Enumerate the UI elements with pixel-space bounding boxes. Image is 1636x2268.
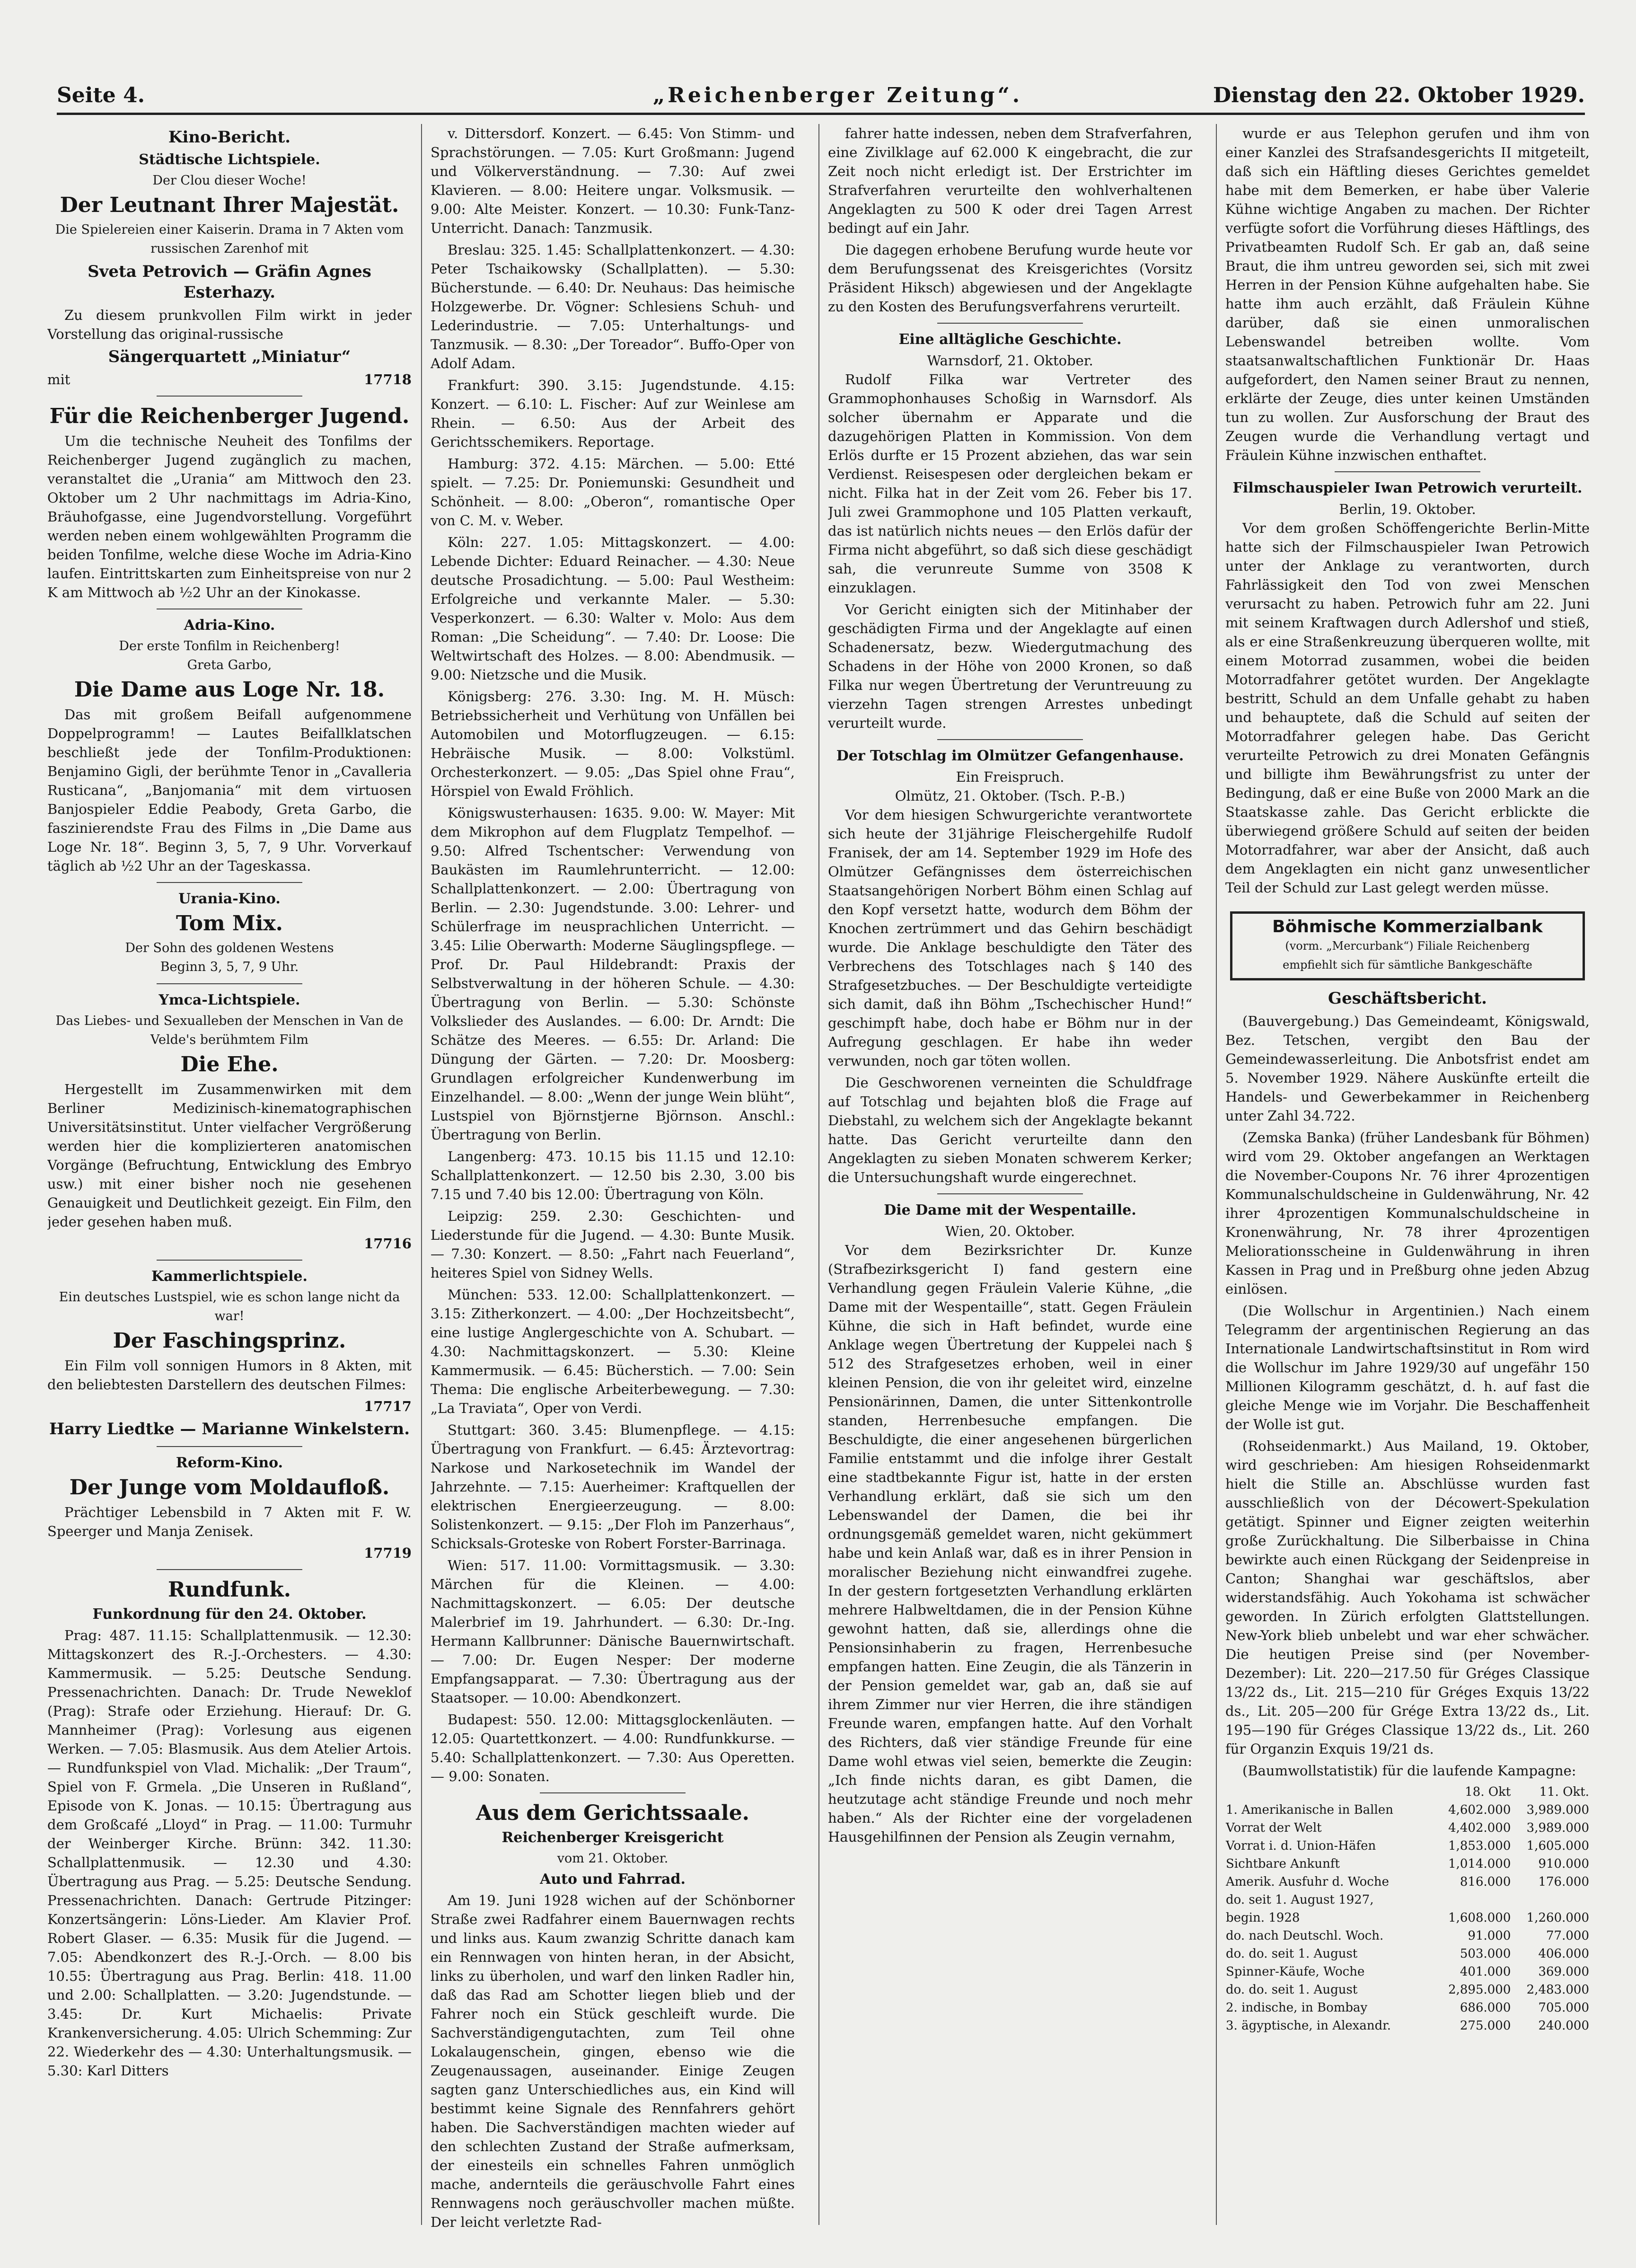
tagline: Der erste Tonfilm in Reichenberg! (119, 639, 340, 653)
dateline: Wien, 20. Oktober. (945, 1223, 1075, 1239)
row-label: 1. Amerikanische in Ballen (1226, 1803, 1393, 1817)
paragraph: Am 19. Juni 1928 wichen auf der Schönborner Straße zwei Radfahrer einem Bauernwagen rechts und links aus. Kaum zwanzig Schritte danach kam ein Rennwagen von hinten heran, in der Absicht, links zu überholen, und warf den linken Radler hin, daß das Rad am Schotter liegen blieb und der Fahrer noch ein Stück geschleift wurde. Die Sachverständigengutachten, zum Teil ohne Lokalaugenschein, gingen, ebenso wie die Zeugenaussagen, auseinander. Einige Zeugen sagten ganz Unterschiedliches aus, ein Kind will bestimmt keine Signale des Rennfahrers gehört haben. Die Sachverständigen machten wieder auf den schlechten Zustand der Straße aufmerksam, der einesteils ein schnelles Fahren unmöglich mache, andernteils die geräuschvolle Fahrt eines Rennwagens noch geräuschvoller machen müßte. Der leicht verletzte Rad- (431, 1892, 795, 2230)
paragraph: Rudolf Filka war Vertreter des Grammophonhauses Schoßig in Warnsdorf. Als solcher übernahm er Apparate und die dazugehörigen Platten in Kommission. Von dem Erlös durfte er 15 Prozent abziehen, das war sein Verdienst. Reisespesen oder dergleichen bekam er nicht. Filka hat in der Zeit vom 26. Feber bis 17. Juli zwei Grammophone und 105 Platten verkauft, das ist natürlich nichts neues — den Erlös dafür der Firma nicht abgeführt, so daß sich diese geschädigt sah, die verunreute Summe von 3508 K einzuklagen. (828, 371, 1192, 596)
table-row (1225, 1801, 1590, 1819)
film-stars: Harry Liedtke — Marianne Winkelstern. (49, 1420, 410, 1438)
paragraph: wurde er aus Telephon gerufen und ihm von einer Kanzlei des Strafsandesgerichts II mitgeteilt, daß sich ein Häftling dieses Gerichtes gemeldet habe mit dem Bemerken, er habe über Valerie Kühne wichtige Angaben zu machen. Der Richter verfügte sofort die Vorführung dieses Häftlings, des Privatbeamten Rudolf Sch. Er gab an, daß seine Braut, die ihm untreu geworden sei, sich mit zwei Herren in der Pension Kühne aufgehalten habe. Sie hatte ihm auch erzählt, daß Fräulein Kühne darüber, daß sie einen unmoralischen Lebenswandel betreiben wollte. Vom staatsanwaltschaftlichen Funktionär Dr. Haas aufgefordert, den Namen seiner Braut zu nennen, erklärte der Zeuge, dies unter keinen Umständen tun zu wollen. Zur Ausforschung der Braut des Zeugen wurde die Verhandlung vertagt und Fräulein Kühne inzwischen enthaftet. (1225, 125, 1590, 463)
row-value: 1,608.000 (1448, 1911, 1511, 1925)
row-value: 2,895.000 (1448, 1983, 1511, 1997)
film-title: Die Ehe. (180, 1052, 279, 1077)
table-row (1225, 1999, 1590, 2017)
row-value: 240.000 (1538, 2019, 1589, 2033)
row-value: 1,853.000 (1448, 1839, 1511, 1853)
cinema-name: Ymca-Lichtspiele. (158, 992, 300, 1008)
row-value: 705.000 (1538, 2001, 1589, 2015)
table-row (1225, 1909, 1590, 1927)
article-title: Filmschauspieler Iwan Petrowich verurteilt. (1232, 480, 1583, 496)
article-title: Der Totschlag im Olmützer Gefangenhause. (836, 748, 1184, 764)
separator (157, 882, 302, 883)
paragraph: Königswusterhausen: 1635. 9.00: W. Mayer: Mit dem Mikrophon auf dem Flugplatz Tempelhof. — 9.50: Alfred Tschentscher: Verwendung von Baukästen im Raumlehrunterricht. — 12.00: Schallplattenkonzert. — 2.00: Übertragung von Berlin. — 2.30: Jugendstunde. 3.00: Lehrer- und Schülerfrage im neusprachlichen Unterricht. — 3.45: Lilie Oberwarth: Moderne Säuglingspflege. — Prof. Dr. Paul Hildebrandt: Praxis der Selbstverwaltung in der höheren Schule. — 4.30: Übertragung von Berlin. — 5.30: Schönste Volkslieder des Auslandes. — 6.00: Dr. Arndt: Die Schätze des Meeres. — 6.55: Dr. Arland: Die Düngung der Gärten. — 7.20: Dr. Moosberg: Grundlagen erfolgreicher Kundenwerbung im Einzelhandel. — 8.00: „Wenn der junge Wein blüht“, Lustspiel von Björnstjerne Björnson. Anschl.: Übertragung von Berlin. (431, 805, 795, 1143)
column-divider (1216, 124, 1217, 2225)
row-value: 275.000 (1460, 2019, 1511, 2033)
section-title: Kino-Bericht. (168, 128, 291, 147)
paragraph: Vor dem Bezirksrichter Dr. Kunze (Strafbezirksgericht I) fand gestern eine Verhandlung gegen Fräulein Valerie Kühne, „die Dame mit der Wespentaille“, statt. Gegen Fräulein Kühne, die sich in Haft befindet, wurde eine Anklage wegen Übertretung der Kuppelei nach § 512 des Strafgesetzes erhoben, weil in einer kleinen Pension, die von ihr geleitet wird, einzelne Pensionärinnen, Damen, die unter Sittenkontrolle standen, Herrenbesuche empfangen. Die Beschuldigte, die einer angesehenen bürgerlichen Familie entstammt und die infolge ihrer Gestalt eine stadtbekannte Figur ist, hatte in der ersten Verhandlung erklärt, daß sie sich um den Lebenswandel der Damen, die bei ihr ordnungsgemäß gemeldet waren, nicht gekümmert habe und kein Anlaß war, daß es in ihrer Pension in moralischer Beziehung nicht einwandfrei zugehe. In der gestern fortgesetzten Verhandlung erklärten mehrere Halbweltdamen, die in der Pension Kühne gewohnt hatten, daß sie, allerdings ohne die Pensionsinhaberin zu fragen, Herrenbesuche empfangen hatten. Eine Zeugin, die als Tänzerin in der Pension gemeldet war, gab an, daß sie auf ihrem Zimmer nur vier Herren, die ihre ständigen Freunde waren, empfangen hatte. Auf den Vorhalt des Richters, daß vier ständige Freunde für eine Dame wohl etwas viel seien, bemerkte die Zeugin: „Ich finde nichts daran, es gibt Damen, die heutzutage acht ständige Freunde und noch mehr haben.“ Als der Richter eine der vorgeladenen Hausgehilfinnen der Pension als Zeugin vernahm, (828, 1242, 1192, 1845)
paragraph: (Die Wollschur in Argentinien.) Nach einem Telegramm der argentinischen Regierung an das Internationale Landwirtschaftsinstitut in Rom wird die Wollschur im Jahre 1929/30 auf ungefähr 150 Millionen Kilogramm geschätzt, d. h. auf fast die gleiche Menge wie im Vorjahr. Die Beschaffenheit der Wolle ist gut. (1225, 1303, 1590, 1432)
ad-footer (47, 370, 412, 389)
star-name: Greta Garbo, (187, 658, 272, 672)
separator (157, 396, 302, 397)
paragraph: Vor Gericht einigten sich der Mitinhaber der geschädigten Firma und der Angeklagte auf einen Schadenersatz, bezw. Wiedergutmachung des Schadens in der Höhe von 2000 Kronen, so daß Filka nur wegen Übertretung der Veruntreuung zu vierzehn Tagen strengen Arrestes unbedingt verurteilt wurde. (828, 601, 1192, 731)
row-label: do. do. seit 1. August (1226, 1983, 1358, 1997)
column-3 (828, 124, 1192, 2234)
column-divider (818, 124, 819, 2225)
row-value: 686.000 (1460, 2001, 1511, 2015)
cotton-statistics-table (1225, 1783, 1590, 2035)
row-value: 91.000 (1468, 1929, 1511, 1943)
cinema-name: Städtische Lichtspiele. (139, 151, 320, 168)
row-value: 4,602.000 (1448, 1803, 1511, 1817)
section-title: Geschäftsbericht. (1328, 989, 1487, 1008)
article-subtitle: Ein Freispruch. (956, 769, 1064, 785)
cinema-name: Reform-Kino. (176, 1455, 283, 1471)
table-row (1225, 1855, 1590, 1873)
row-label: do. seit 1. August 1927, (1226, 1893, 1374, 1907)
column-4 (1225, 124, 1590, 2234)
paragraph: Köln: 227. 1.05: Mittagskonzert. — 4.00: Lebende Dichter: Eduard Reinacher. — 4.30: Neue deutsche Prosadichtung. — 5.00: Paul Westheim: Erfolgreiche und verkannte Maler. — 5.30: Vesperkonzert. — 6.30: Walter v. Molo: Aus dem Roman: „Die Scheidung“. — 7.40: Dr. Loose: Die Weltwirtschaft des Holzes. — 8.00: Abendmusik. — 9.00: Nietzsche und die Musik. (431, 534, 795, 683)
paragraph: v. Dittersdorf. Konzert. — 6.45: Von Stimm- und Sprachstörungen. — 7.05: Kurt Großmann: Jugend und Völkerverständnung. — 7.30: Auf zwei Klavieren. — 8.00: Heitere ungar. Volksmusik. — 9.00: Alte Meister. Konzert. — 10.30: Funk-Tanz-Unterricht. Danach: Tanzmusik. (431, 125, 795, 236)
paragraph: Das mit großem Beifall aufgenommene Doppelprogramm! — Lautes Beifallklatschen beschließt jede der Tonfilm-Produktionen: Benjamino Gigli, der berühmte Tenor in „Cavalleria Rusticana“, „Banjomania“ mit dem virtuosen Banjospieler Eddie Peabody, Greta Garbo, die faszinierendste Frau des Films in „Die Dame aus Loge Nr. 18“. Beginn 3, 5, 7, 9 Uhr. Vorverkauf täglich ab ½2 Uhr an der Tageskassa. (47, 706, 412, 874)
film-title: Tom Mix. (176, 911, 283, 935)
film-title: Der Junge vom Moldaufloß. (69, 1475, 390, 1500)
table-row (1225, 1837, 1590, 1855)
paragraph: Langenberg: 473. 10.15 bis 11.15 und 12.10: Schallplattenkonzert. — 12.50 bis 2.30, 3.00 bis 7.15 und 7.40 bis 12.00: Übertragung von Köln. (431, 1148, 795, 1202)
paragraph: Prag: 487. 11.15: Schallplattenmusik. — 12.30: Mittagskonzert des R.-J.-Orchesters. — 4.30: Kammermusik. — 5.25: Deutsche Sendung. Pressenachrichten. Danach: Dr. Trude Neweklof (Prag): Strafe oder Erziehung. Hierauf: Dr. G. Mannheimer (Prag): Vorlesung aus eigenen Werken. — 7.05: Blasmusik. Aus dem Atelier Artois. — Rundfunkspiel von Vlad. Michalik: „Der Traum“, Spiel von F. Grmela. „Die Unseren in Rußland“, Episode von K. Jonas. — 10.15: Übertragung aus dem Großcafé „Lloyd“ in Prag. — 11.00: Turmuhr der Weinberger Kirche. Brünn: 342. 11.30: Schallplattenmusik. — 12.30 und 4.30: Übertragung aus Prag. — 5.25: Deutsche Sendung. Pressenachrichten. Danach: Gertrude Pitzinger: Konzertsängerin: Löns-Lieder. Am Klavier Prof. Robert Glaser. — 6.35: Musik für die Jugend. — 7.05: Abendkonzert des R.-J.-Orch. — 8.00 bis 10.55: Übertragung aus Prag. Berlin: 418. 11.00 und 2.00: Schallplatten. — 3.20: Jugendstunde. — 3.45: Dr. Kurt Michaelis: Private Krankenversicherung. 4.05: Ulrich Schemming: Zur 22. Wiederkehr des — 4.30: Unterhaltungsmusik. — 5.30: Karl Ditters (47, 1627, 412, 2079)
paragraph: Hergestellt im Zusammenwirken mit dem Berliner Medizinisch-kinematographischen Universitätsinstitut. Unter vielfacher Vergrößerung werden hier die komplizierteren anatomischen Vorgänge (Befruchtung, Entwicklung des Embryo usw.) mit einer bisher noch nie gesehenen Genauigkeit und Deutlichkeit gezeigt. Ein Film, den jeder gesehen haben muß. (47, 1081, 412, 1230)
separator (937, 323, 1083, 324)
paragraph: Prächtiger Lebensbild in 7 Akten mit F. W. Speerger und Manja Zenisek. (47, 1504, 412, 1539)
separator (157, 1446, 302, 1447)
paragraph: Ein Film voll sonnigen Humors in 8 Akten, mit den beliebtesten Darstellern des deutschen Filmes: (47, 1358, 412, 1393)
row-label: begin. 1928 (1226, 1911, 1300, 1925)
section-title: Für die Reichenberger Jugend. (49, 404, 410, 428)
row-label: Vorrat der Welt (1226, 1821, 1322, 1835)
page-header (57, 79, 1585, 113)
column-2 (431, 124, 795, 2234)
music-group: Sängerquartett „Miniatur“ (108, 347, 351, 366)
row-value: 3,989.000 (1526, 1803, 1589, 1817)
paragraph: Die Geschworenen verneinten die Schuldfrage auf Totschlag und bejahten bloß die Frage auf Diebstahl, zu welchem sich der Angeklagte bekannt hatte. Das Gericht verurteilte dann den Angeklagten zu sieben Monaten schwerem Kerker; die Untersuchungshaft wurde eingerechnet. (828, 1075, 1192, 1185)
row-value: 77.000 (1546, 1929, 1589, 1943)
bank-advertisement (1230, 911, 1585, 980)
cinema-name: Adria-Kino. (184, 617, 275, 634)
column-1 (47, 124, 412, 2234)
ad-subtitle: (vorm. „Mercurbank“) Filiale Reichenberg (1285, 939, 1530, 953)
table-row (1225, 1945, 1590, 1963)
row-value: 503.000 (1460, 1947, 1511, 1961)
article-title: Die Dame mit der Wespentaille. (884, 1202, 1136, 1218)
ad-code: 17717 (364, 1398, 412, 1414)
row-value: 910.000 (1538, 1857, 1589, 1871)
paragraph: (Zemska Banka) (früher Landesbank für Böhmen) wird vom 29. Oktober angefangen an Werktagen die November-Coupons Nr. 76 ihrer 4prozentigen Kommunalschuldscheine in Guldenwährung, Nr. 42 ihrer 4prozentigen Kommunalschuldscheine in Kronenwährung, Nr. 78 ihrer 4prozentigen Meliorationsscheine in Guldenwährung in ihren Kassen in Prag und in Preßburg ohne jeden Abzug einlösen. (1225, 1130, 1590, 1297)
row-value (1511, 1891, 1590, 1909)
table-row (1225, 1873, 1590, 1891)
paragraph: Zu diesem prunkvollen Film wirkt in jeder Vorstellung das original-russische (47, 307, 412, 342)
row-value (1433, 1891, 1512, 1909)
paragraph: (Bauvergebung.) Das Gemeindeamt, Königswald, Bez. Tetschen, vergibt den Bau der Gemeindewasserleitung. Die Anbotsfrist endet am 5. November 1929. Nähere Auskünfte erteilt die Handels- und Gewerbekammer in Reichenberg unter Zahl 34.722. (1225, 1013, 1590, 1124)
row-label: 3. ägyptische, in Alexandr. (1226, 2019, 1391, 2033)
table-row (1225, 1981, 1590, 1999)
row-label: do. do. seit 1. August (1226, 1947, 1358, 1961)
separator (937, 1193, 1083, 1194)
row-value: 369.000 (1538, 1965, 1589, 1979)
paragraph: Vor dem hiesigen Schwurgerichte verantwortete sich heute der 31jährige Fleischergehilfe Rudolf Franisek, der am 14. September 1929 im Hofe des Olmützer Gefängnisses dem österreichischen Staatsangehörigen Norbert Böhm einen Schlag auf den Kopf versetzt hatte, wodurch dem Böhm der Knochen zertrümmert und das Gehirn beschädigt wurde. Die Anklage beschuldigte den Täter des Verbrechens des Totschlages nach § 140 des Strafgesetzbuches. — Der Beschuldigte verteidigte sich damit, daß ihn Böhm „Tschechischer Hund!“ geschimpft habe, doch habe er Böhm nur in der Aufregung geschlagen. Er habe ihn weder verwunden, noch gar töten wollen. (828, 807, 1192, 1069)
film-title: Die Dame aus Loge Nr. 18. (74, 678, 385, 702)
paragraph: Stuttgart: 360. 3.45: Blumenpflege. — 4.15: Übertragung von Frankfurt. — 6.45: Ärztevortrag: Narkose und Narkosetechnik im Wandel der Jahrzehnte. — 7.15: Auerheimer: Kraftquellen der elektrischen Energieerzeugung. — 8.00: Solistenkonzert. — 9.15: „Der Floh im Panzerhaus“, Schicksals-Groteske von Robert Forster-Barrinaga. (431, 1422, 795, 1552)
row-value: 4,402.000 (1448, 1821, 1511, 1835)
paragraph: Wien: 517. 11.00: Vormittagsmusik. — 3.30: Märchen für die Kleinen. — 4.00: Nachmittagskonzert. — 6.05: Der deutsche Malerbrief im 19. Jahrhundert. — 6.30: Dr.-Ing. Hermann Kallbrunner: Dänische Bauernwirtschaft. — 7.00: Dr. Eugen Nesper: Der moderne Empfangsapparat. — 7.30: Übertragung aus der Staatsoper. — 10.00: Abendkonzert. (431, 1557, 795, 1706)
table-row (1225, 2017, 1590, 2035)
row-value: 1,014.000 (1448, 1857, 1511, 1871)
paragraph: Breslau: 325. 1.45: Schallplattenkonzert. — 4.30: Peter Tschaikowsky (Schallplatten). — 5.30: Bücherstunde. — 6.40: Dr. Neuhaus: Das heimische Holzgewerbe. Dr. Vögner: Schlesiens Schuh- und Lederindustrie. — 7.05: Unterhaltungs- und Tanzmusik. — 8.30: „Der Toreador“. Buffo-Oper von Adolf Adam. (431, 242, 795, 371)
row-label (1225, 1783, 1433, 1801)
row-label: 2. indische, in Bombay (1226, 2001, 1368, 2015)
ad-code: 17719 (364, 1545, 412, 1561)
paragraph: Budapest: 550. 12.00: Mittagsglockenläuten. — 12.05: Quartettkonzert. — 4.00: Rundfunkkurse. — 5.40: Schallplattenkonzert. — 7.30: Aus Operetten. — 9.00: Sonaten. (431, 1712, 795, 1784)
dateline: vom 21. Oktober. (557, 1851, 668, 1866)
row-value: 1,605.000 (1526, 1839, 1589, 1853)
row-value: 406.000 (1538, 1947, 1589, 1961)
row-label: Sichtbare Ankunft (1226, 1857, 1340, 1871)
row-value: 2,483.000 (1526, 1983, 1589, 1997)
film-stars: Sveta Petrovich — Gräfin Agnes Esterhazy. (88, 262, 371, 302)
film-title: Der Faschingsprinz. (113, 1329, 346, 1353)
ad-title: Böhmische Kommerzialbank (1272, 917, 1543, 936)
separator (157, 1260, 302, 1261)
mit-label: mit (47, 371, 70, 388)
row-label: Vorrat i. d. Union-Häfen (1226, 1839, 1376, 1853)
tagline: Der Clou dieser Woche! (152, 173, 307, 188)
tagline: Ein deutsches Lustspiel, wie es schon lange nicht da war! (59, 1290, 400, 1324)
header-rule (57, 113, 1585, 115)
tagline: Das Liebes- und Sexualleben der Menschen in Van de Velde's berühmtem Film (55, 1014, 404, 1047)
row-value: 18. Okt (1465, 1785, 1511, 1799)
row-value: 816.000 (1460, 1875, 1511, 1889)
showtimes: Beginn 3, 5, 7, 9 Uhr. (160, 960, 299, 974)
row-label: Spinner-Käufe, Woche (1226, 1965, 1365, 1979)
ad-tagline: empfiehlt sich für sämtliche Bankgeschäfte (1283, 958, 1532, 971)
paragraph: Vor dem großen Schöffengerichte Berlin-Mitte hatte sich der Filmschauspieler Iwan Petrowich unter der Anklage zu verantworten, durch Fahrlässigkeit den Tod von zwei Menschen verursacht zu haben. Petrowich fuhr am 22. Juni mit seinem Kraftwagen durch Adlershof und stieß, als er eine Straßenkreuzung überqueren wollte, mit einem Motorrad zusammen, wobei die beiden Motorradfahrer getötet wurden. Der Angeklagte bestritt, Schuld an dem Unfalle gehabt zu haben und behauptete, daß die Schuld auf seiten der Motorradfahrer gelegen habe. Das Gericht verurteilte Petrowich zu drei Monaten Gefängnis und billigte ihm Bewährungsfrist zu unter der Bedingung, daß er eine Buße von 2000 Mark an die Staatskasse zahle. Das Gericht erblickte die überwiegend größere Schuld auf seiten der beiden Motorradfahrer, war aber der Ansicht, daß auch dem Angeklagten ein nicht ganz unwesentlicher Teil der Schuld zur Last gelegt werden müsse. (1225, 520, 1590, 896)
dateline: Olmütz, 21. Oktober. (Tsch. P.-B.) (895, 788, 1126, 804)
paragraph: fahrer hatte indessen, neben dem Strafverfahren, eine Zivilklage auf 62.000 K eingebracht, die zur Zeit noch nicht erledigt ist. Der Erstrichter im Strafverfahren verurteilte den wohlverhaltenen Angeklagten zu 500 K oder drei Tagen Arrest bedingt auf ein Jahr. (828, 125, 1192, 236)
table-row (1225, 1783, 1590, 1801)
subsection-title: Reichenberger Kreisgericht (501, 1829, 724, 1846)
ad-code: 17716 (364, 1235, 412, 1252)
article-title: Eine alltägliche Geschichte. (898, 331, 1122, 348)
article-title: Auto und Fahrrad. (540, 1871, 686, 1888)
paragraph: Die dagegen erhobene Berufung wurde heute vor dem Berufungssenat des Kreisgerichtes (Vorsitz Präsident Hiksch) abgewiesen und der Angeklagte zu den Kosten des Berufungsverfahrens verurteilt. (828, 242, 1192, 315)
separator (540, 1792, 686, 1793)
paragraph: Frankfurt: 390. 3.15: Jugendstunde. 4.15: Konzert. — 6.10: L. Fischer: Auf zur Weinlese am Rhein. — 6.50: Aus der Arbeit des Gerichtsschemikers. Reportage. (431, 377, 795, 450)
cinema-name: Kammerlichtspiele. (151, 1268, 308, 1285)
paragraph: Königsberg: 276. 3.30: Ing. M. H. Müsch: Betriebssicherheit und Verhütung von Unfällen bei Automobilen und Motorflugzeugen. — 6.15: Hebräische Musik. — 8.00: Volkstüml. Orchesterkonzert. — 9.05: „Das Spiel ohne Frau“, Hörspiel von Ewald Fröhlich. (431, 688, 795, 799)
paragraph: Um die technische Neuheit des Tonfilms der Reichenberger Jugend zugänglich zu machen, veranstaltet die „Urania“ am Mittwoch den 23. Oktober um 2 Uhr nachmittags im Adria-Kino, Bräuhofgasse, eine Jugendvorstellung. Vorgeführt werden neben einem wohlgewählten Programm die beiden Tonfilme, welche diese Woche im Adria-Kino laufen. Eintrittskarten zum Einheitspreise von nur 2 K am Mittwoch ab ½2 Uhr an der Kinokasse. (47, 433, 412, 600)
subsection-title: Funkordnung für den 24. Oktober. (92, 1606, 367, 1623)
ad-code: 17718 (364, 371, 412, 388)
film-title: Der Leutnant Ihrer Majestät. (60, 193, 399, 217)
row-value: 3,989.000 (1526, 1821, 1589, 1835)
separator (937, 739, 1083, 740)
row-label: Amerik. Ausfuhr d. Woche (1226, 1875, 1389, 1889)
table-row (1225, 1891, 1590, 1909)
row-value: 1,260.000 (1526, 1911, 1589, 1925)
masthead: „Reichenberger Zeitung“. (653, 83, 1023, 107)
cinema-name: Urania-Kino. (178, 891, 281, 907)
tagline: Der Sohn des goldenen Westens (125, 941, 334, 955)
dateline: Berlin, 19. Oktober. (1339, 501, 1476, 517)
row-value: 401.000 (1460, 1965, 1511, 1979)
table-row (1225, 1819, 1590, 1837)
section-title: Aus dem Gerichtssaale. (475, 1801, 749, 1825)
column-divider (421, 124, 422, 2225)
issue-date: Dienstag den 22. Oktober 1929. (1213, 83, 1585, 107)
paragraph: (Rohseidenmarkt.) Aus Mailand, 19. Oktober, wird geschrieben: Am hiesigen Rohseidenmarkt hielt die Stille an. Abschlüsse wurden fast ausschließlich von der Décowert-Spekulation getätigt. Spinner und Eigner zeigten weiterhin große Zurückhaltung. Die Silberbaisse in China bewirkte auch einen Rückgang der Seidenpreise in Canton; Shanghai war geschäftslos, aber widerstandsfähig. Auch Yokohama ist schwächer geworden. In Zürich erfolgten Glattstellungen. New-York blieb unbelebt und war eher schwächer. Die heutigen Preise sind (per November-Dezember): Lit. 220—217.50 für Gréges Classique 13/22 ds., Lit. 215—210 für Gréges Exquis 13/22 ds., Lit. 205—200 für Grége Extra 13/22 ds., Lit. 195—190 für Gréges Classique 13/22 ds., Lit. 260 für Organzin Exquis 19/21 ds. (1225, 1438, 1590, 1757)
separator (157, 983, 302, 984)
paragraph: Leipzig: 259. 2.30: Geschichten- und Liederstunde für die Jugend. — 4.30: Bunte Musik. — 7.30: Konzert. — 8.50: „Fahrt nach Feuerland“, heiteres Spiel von Sidney Wells. (431, 1208, 795, 1281)
paragraph: München: 533. 12.00: Schallplattenkonzert. — 3.15: Zitherkonzert. — 4.00: „Der Hochzeitsbecht“, eine lustige Anglergeschichte von A. Schubart. — 4.30: Nachmittagskonzert. — 5.30: Kleine Kammermusik. — 6.45: Bücherstich. — 7.00: Sein Thema: Die englische Arbeiterbewegung. — 7.30: „La Traviata“, Oper von Verdi. (431, 1287, 795, 1416)
table-row (1225, 1927, 1590, 1945)
paragraph: Hamburg: 372. 4.15: Märchen. — 5.00: Etté spielt. — 7.25: Dr. Poniemunski: Gesundheit und Schönheit. — 8.00: „Oberon“, romantische Oper von C. M. v. Weber. (431, 456, 795, 529)
section-title: Rundfunk. (167, 1578, 291, 1602)
film-desc: Die Spielereien einer Kaiserin. Drama in 7 Akten vom russischen Zarenhof mit (55, 222, 404, 256)
separator (1335, 471, 1480, 472)
separator (157, 1569, 302, 1570)
paragraph: (Baumwollstatistik) für die laufende Kampagne: (1242, 1763, 1576, 1779)
row-value: 176.000 (1538, 1875, 1589, 1889)
row-label: do. nach Deutschl. Woch. (1226, 1929, 1384, 1943)
page-number: Seite 4. (57, 83, 145, 107)
dateline: Warnsdorf, 21. Oktober. (927, 353, 1093, 369)
table-row (1225, 1963, 1590, 1981)
row-value: 11. Okt. (1539, 1785, 1589, 1799)
